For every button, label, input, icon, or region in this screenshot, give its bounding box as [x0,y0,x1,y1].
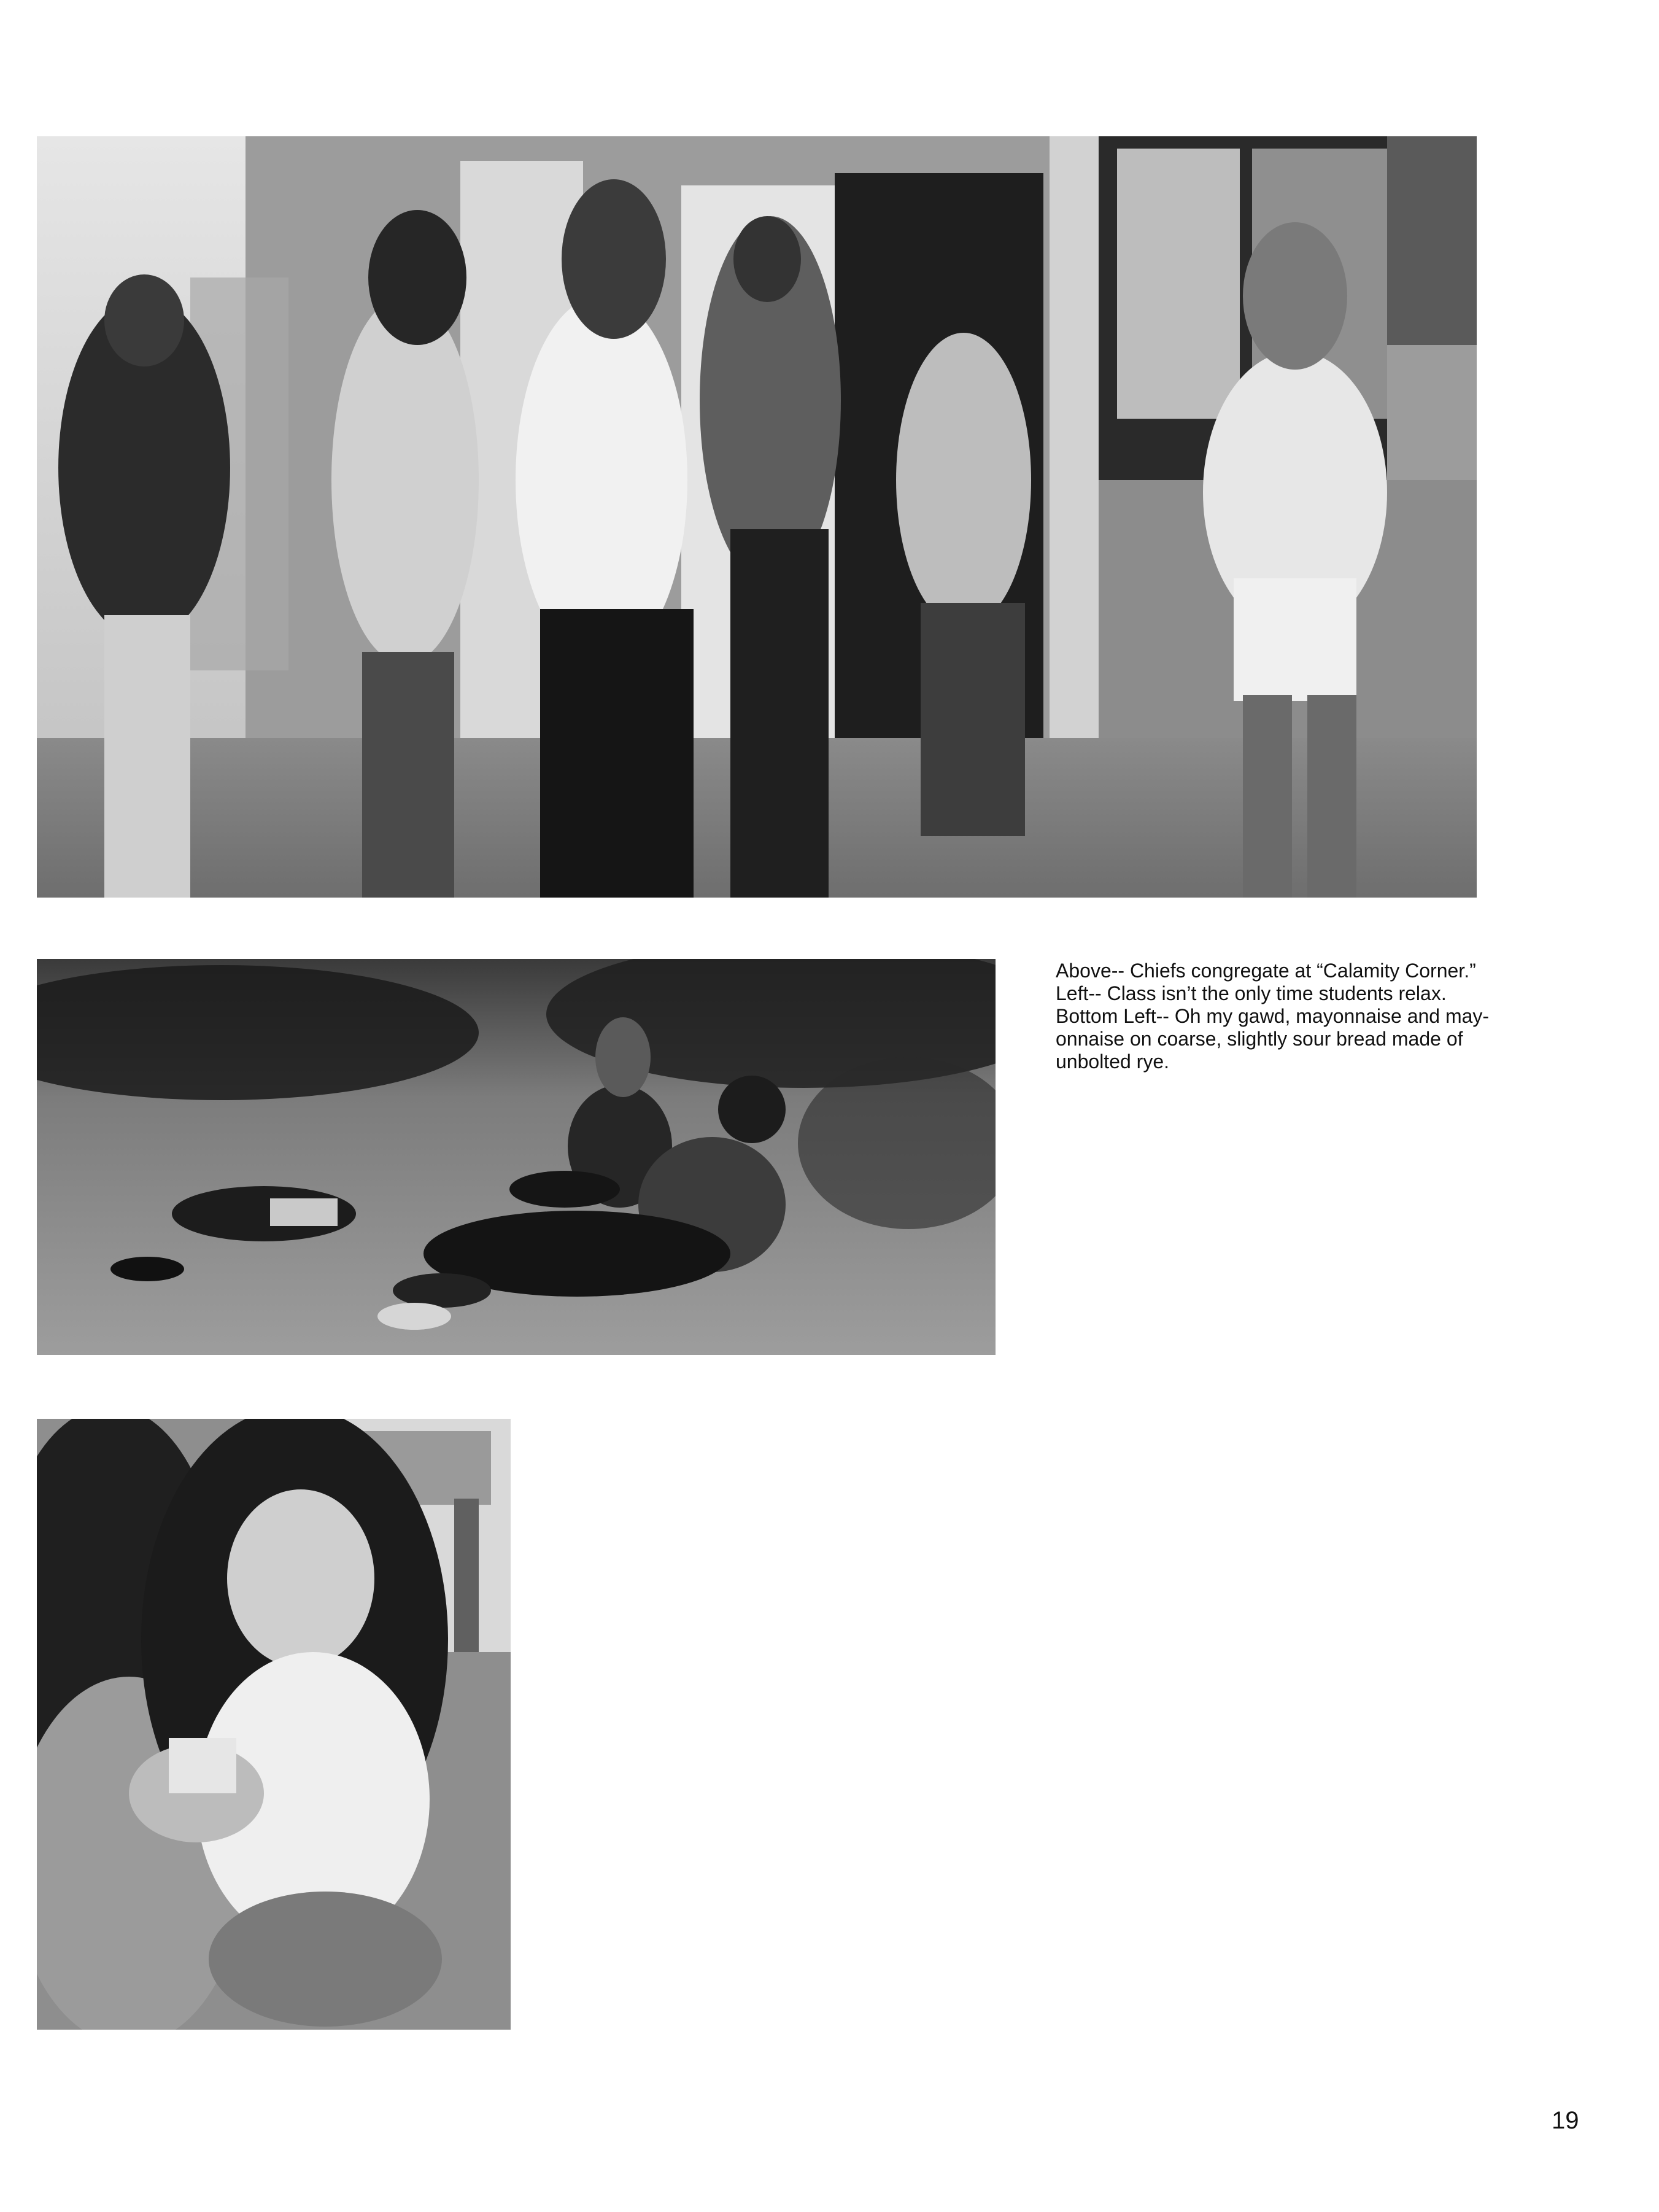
photo-captions [1056,960,1522,1073]
photo-students-congregating [37,136,1477,898]
caption-line-bottom-left: Bottom Left-- Oh my gawd, mayonnaise and may- [1056,1005,1490,1027]
caption-line-above: Above-- Chiefs congregate at “Calamity Corner.” [1056,960,1476,982]
photo-students-on-lawn [37,959,996,1355]
photo-girl-eating-sandwich [37,1419,511,2030]
caption-line-left: Left-- Class isn’t the only time students relax. [1056,982,1447,1004]
page-number: 19 [1552,2107,1579,2134]
caption-line-bottom-left-continued: onnaise on coarse, slightly sour bread made of [1056,1028,1463,1050]
caption-line-bottom-left-end: unbolted rye. [1056,1050,1170,1073]
